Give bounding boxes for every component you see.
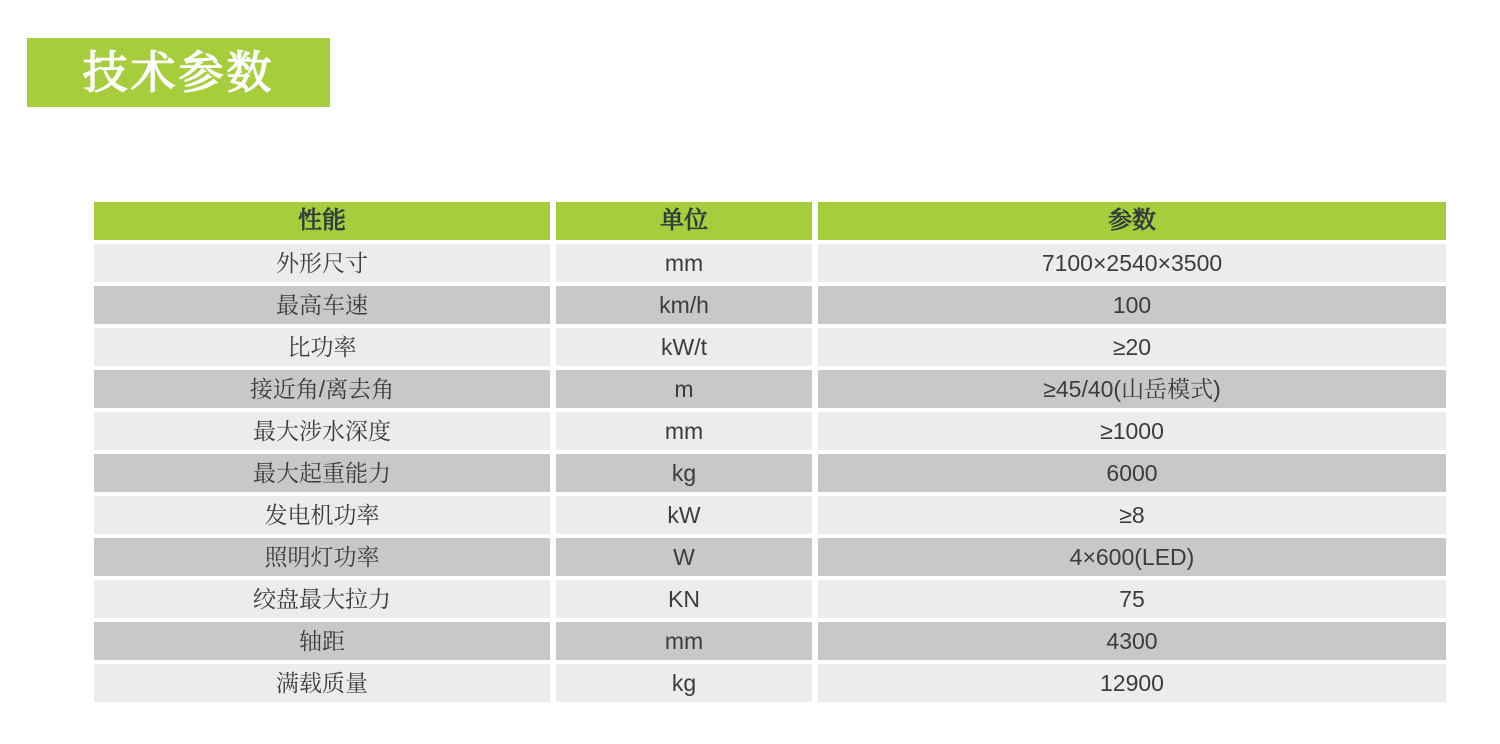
- cell-performance: 轴距: [94, 622, 550, 660]
- cell-performance: 发电机功率: [94, 496, 550, 534]
- cell-parameter: 7100×2540×3500: [818, 244, 1446, 282]
- cell-parameter: ≥1000: [818, 412, 1446, 450]
- cell-parameter: ≥20: [818, 328, 1446, 366]
- cell-unit: KN: [556, 580, 812, 618]
- cell-unit: mm: [556, 412, 812, 450]
- cell-performance: 绞盘最大拉力: [94, 580, 550, 618]
- cell-unit: kW: [556, 496, 812, 534]
- cell-unit: kW/t: [556, 328, 812, 366]
- cell-parameter: 100: [818, 286, 1446, 324]
- cell-parameter: 4×600(LED): [818, 538, 1446, 576]
- cell-unit: m: [556, 370, 812, 408]
- cell-unit: W: [556, 538, 812, 576]
- cell-unit: km/h: [556, 286, 812, 324]
- column-header-parameter: 参数: [818, 202, 1446, 240]
- cell-performance: 满载质量: [94, 664, 550, 702]
- section-title-banner: [27, 38, 330, 107]
- cell-performance: 照明灯功率: [94, 538, 550, 576]
- cell-parameter: 75: [818, 580, 1446, 618]
- cell-parameter: ≥8: [818, 496, 1446, 534]
- cell-unit: mm: [556, 244, 812, 282]
- column-header-unit: 单位: [556, 202, 812, 240]
- cell-unit: mm: [556, 622, 812, 660]
- cell-unit: kg: [556, 664, 812, 702]
- cell-performance: 比功率: [94, 328, 550, 366]
- column-header-performance: 性能: [94, 202, 550, 240]
- section-title: 技术参数: [82, 47, 275, 98]
- spec-table: [94, 202, 1446, 702]
- cell-performance: 最高车速: [94, 286, 550, 324]
- cell-parameter: 12900: [818, 664, 1446, 702]
- cell-unit: kg: [556, 454, 812, 492]
- cell-performance: 接近角/离去角: [94, 370, 550, 408]
- cell-parameter: 4300: [818, 622, 1446, 660]
- cell-performance: 最大起重能力: [94, 454, 550, 492]
- cell-performance: 外形尺寸: [94, 244, 550, 282]
- cell-parameter: 6000: [818, 454, 1446, 492]
- cell-parameter: ≥45/40(山岳模式): [818, 370, 1446, 408]
- cell-performance: 最大涉水深度: [94, 412, 550, 450]
